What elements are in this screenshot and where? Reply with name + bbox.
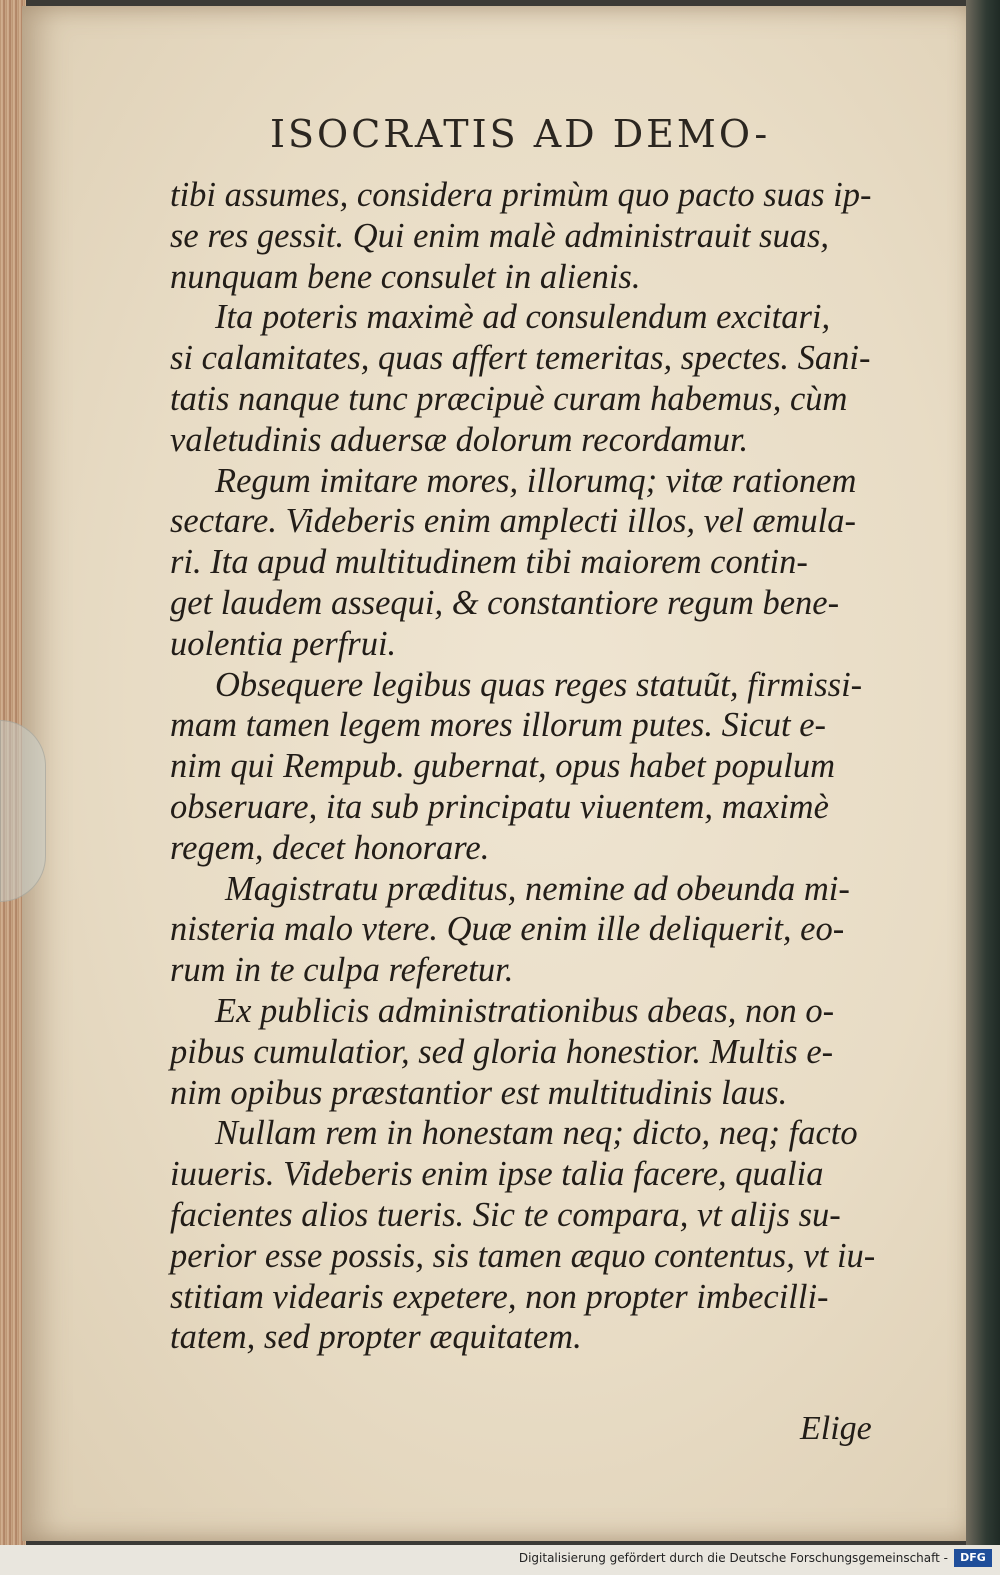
text-line: mam tamen legem mores illorum putes. Sicut e- [170, 706, 827, 745]
text-line: se res gessit. Qui enim malè administrauit suas, [170, 216, 830, 255]
text-line: get laudem assequi, & constantiore regum bene- [170, 583, 840, 622]
text-line: ri. Ita apud multitudinem tibi maiorem contin- [170, 543, 808, 582]
text-line: sectare. Videberis enim amplecti illos, vel æmula- [170, 502, 857, 541]
catchword: Elige [800, 1410, 872, 1447]
text-line: Ex publicis administrationibus abeas, non o- [215, 991, 835, 1030]
text-line: facientes alios tueris. Sic te compara, vt alijs su- [170, 1195, 841, 1234]
text-line: tatem, sed propter æquitatem. [170, 1318, 582, 1357]
text-line: Ita poteris maximè ad consulendum excitari, [215, 298, 831, 337]
text-line: Nullam rem in honestam neq; dicto, neq; facto [215, 1114, 858, 1153]
text-line: nisteria malo vtere. Quæ enim ille deliquerit, eo- [170, 910, 845, 949]
dfg-logo[interactable]: DFG [954, 1549, 992, 1567]
text-line: regem, decet honorare. [170, 828, 490, 867]
text-line: tibi assumes, considera primùm quo pacto suas ip- [170, 176, 872, 214]
text-line: si calamitates, quas affert temeritas, spectes. Sani- [170, 339, 871, 378]
text-line: stitiam videaris expetere, non propter imbecilli- [170, 1277, 829, 1316]
text-line: tatis nanque tunc præcipuè curam habemus, cùm [170, 379, 848, 418]
text-line: Magistratu præditus, nemine ad obeunda mi- [225, 869, 850, 908]
text-line: nim qui Rempub. gubernat, opus habet populum [170, 747, 836, 786]
text-line: rum in te culpa referetur. [170, 951, 514, 990]
text-line: nim opibus præstantior est multitudinis laus. [170, 1073, 788, 1112]
page-clip [0, 720, 46, 902]
text-line: iuueris. Videberis enim ipse talia facere, qualia [170, 1155, 824, 1194]
text-line: Obsequere legibus quas reges statuũt, firmissi- [215, 665, 863, 704]
text-line: pibus cumulatior, sed gloria honestior. Multis e- [170, 1032, 834, 1071]
body-text [170, 175, 890, 1358]
page-gutter-shadow [966, 0, 1000, 1545]
text-line: nunquam bene consulet in alienis. [170, 257, 641, 296]
text-line: valetudinis aduersæ dolorum recordamur. [170, 420, 749, 459]
text-line: uolentia perfrui. [170, 624, 397, 663]
text-line: perior esse possis, sis tamen æquo contentus, vt iu- [170, 1236, 876, 1275]
text-line: obseruare, ita sub principatu viuentem, maximè [170, 787, 829, 826]
text-line: Regum imitare mores, illorumq; vitæ rationem [215, 461, 857, 500]
running-title: ISOCRATIS AD DEMO- [270, 112, 771, 156]
funding-credit: Digitalisierung gefördert durch die Deutsche Forschungsgemeinschaft - [518, 1551, 948, 1565]
